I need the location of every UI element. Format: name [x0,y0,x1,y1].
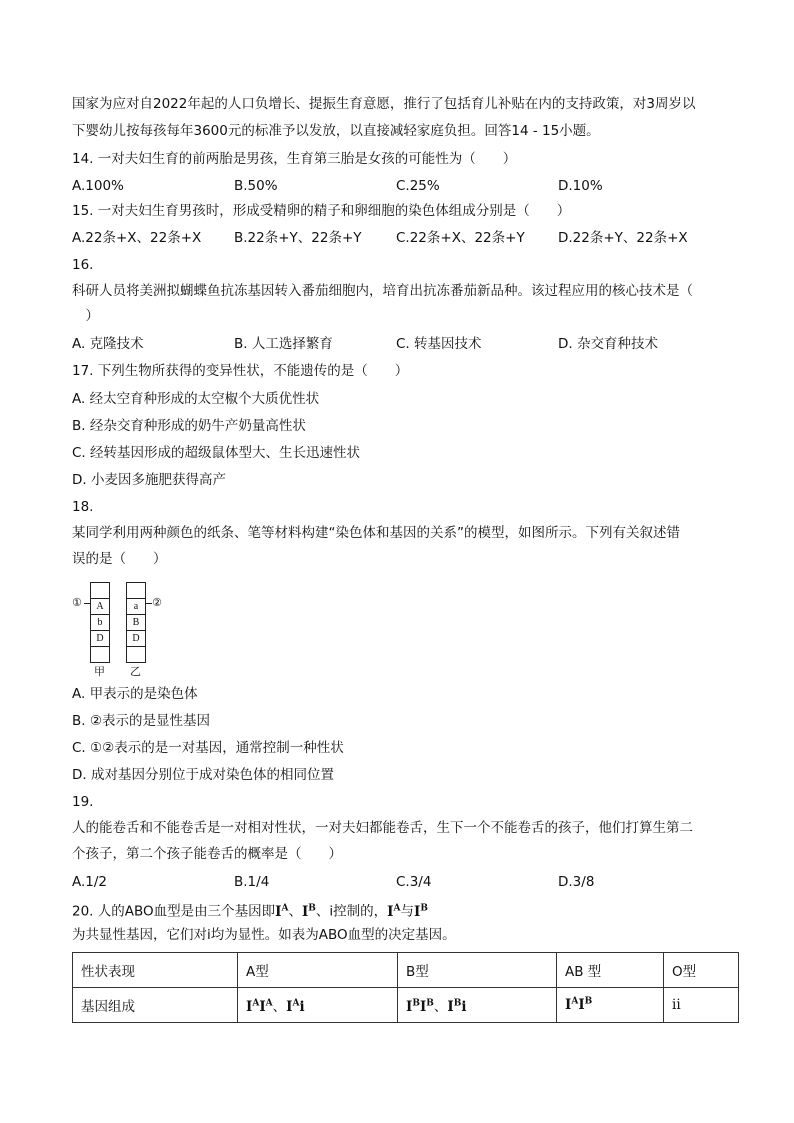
genotype-b: $I^BI^B$、$I^Bi$ [398,988,557,1023]
q19-stem-1: 人的能卷舌和不能卷舌是一对相对性状，一对夫妇都能卷舌，生下一个不能卷舌的孩子，他们打算生第二 [72,820,693,836]
allele-ib2-sup: B [420,903,428,913]
genotype-o: ii [664,988,739,1023]
allele-ib2-i: I [413,903,421,920]
chromosome-gene-diagram [72,578,192,678]
q15-option-c: C.22条+X、22条+Y [396,230,525,246]
label-jia: 甲 [94,665,105,678]
q16-options [72,334,722,354]
q20-stem-2: 为共显性基因，它们对i均为显性。如表为ABO血型的决定基因。 [72,927,456,943]
left-gene-1: A [91,598,109,614]
genotype-a: $I^AI^A$、$I^Ai$ [238,988,398,1023]
left-gene-3: D [91,630,109,646]
left-top-blank [91,583,109,598]
q17-option-d: D. 小麦因多施肥获得高产 [72,472,226,488]
intro-line-1: 国家为应对自2022年起的人口负增长、提振生育意愿，推行了包括育儿补贴在内的支持政策，对3周岁以 [72,96,696,112]
q14-option-b: B.50% [234,178,278,194]
q19-option-b: B.1/4 [234,874,270,890]
q16-option-a: A. 克隆技术 [72,336,144,352]
allele-ia2-sup: A [393,903,401,913]
q19-stem-2: 个孩子，第二个孩子能卷舌的概率是（ ） [72,846,342,862]
allele-ia2-i: I [387,903,394,920]
q18-option-b: B. ②表示的是显性基因 [72,713,210,729]
header-cell: 性状表现 [73,953,238,988]
q19-option-a: A.1/2 [72,874,108,890]
q18-option-d: D. 成对基因分别位于成对染色体的相同位置 [72,767,334,783]
q18-stem-1: 某同学利用两种颜色的纸条、笔等材料构建“染色体和基因的关系”的模型，如图所示。下列有关叙述错 [72,525,680,541]
q16-stem-2: ） [72,308,99,324]
q15-stem: 15. 一对夫妇生育男孩时，形成受精卵的精子和卵细胞的染色体组成分别是（ ） [72,203,571,219]
blood-type-table [72,952,739,1023]
q20-stem-a: 20. 人的ABO血型是由三个基因即 [72,903,276,920]
q16-stem-1: 科研人员将美洲拟蝴蝶鱼抗冻基因转入番茄细胞内，培育出抗冻番茄新品种。该过程应用的核心技术是（ [72,283,693,299]
q19-option-c: C.3/4 [396,874,432,890]
header-cell: AB 型 [557,953,664,988]
table-row [73,988,739,1023]
q18-option-c: C. ①②表示的是一对基因，通常控制一种性状 [72,740,344,756]
chromosome-right [126,582,146,663]
q14-option-c: C.25% [396,178,440,194]
q20-stem-c: 、i控制的， [315,903,388,920]
q16-option-b: B. 人工选择繁育 [234,336,333,352]
header-cell: O型 [664,953,739,988]
intro-line-2: 下婴幼儿按每孩每年3600元的标准予以发放，以直接减轻家庭负担。回答14 - 15小题。 [72,123,600,139]
q14-option-d: D.10% [558,178,603,194]
q20-stem-d: 与 [400,903,414,920]
right-gene-3: D [127,630,145,646]
q19-options [72,872,722,892]
allele-ia-i: I [275,903,282,920]
q16-option-c: C. 转基因技术 [396,336,482,352]
q19-number: 19. [72,794,94,810]
row-label: 基因组成 [73,988,238,1023]
q18-stem-2: 误的是（ ） [72,551,167,567]
left-gene-2: b [91,614,109,630]
q15-option-d: D.22条+Y、22条+X [558,230,688,246]
header-cell: A型 [238,953,398,988]
allele-ia-sup: A [281,903,289,913]
header-cell: B型 [398,953,557,988]
q17-option-b: B. 经杂交育种形成的奶牛产奶量高性状 [72,418,306,434]
q17-stem: 17. 下列生物所获得的变异性状，不能遗传的是（ ） [72,363,409,379]
label-yi: 乙 [130,665,141,678]
q19-option-d: D.3/8 [558,874,595,890]
allele-ib-sup: B [308,903,316,913]
q20-stem-b: 、 [288,903,302,920]
chromosome-left [90,582,110,663]
genotype-ab: $I^AI^B$ [557,988,664,1023]
q15-option-b: B.22条+Y、22条+Y [234,230,362,246]
q15-options [72,228,722,248]
left-bottom-blank [91,646,109,662]
q15-option-a: A.22条+X、22条+X [72,230,202,246]
right-gene-2: B [127,614,145,630]
q16-number: 16. [72,257,94,273]
q16-option-d: D. 杂交育种技术 [558,336,658,352]
q14-option-a: A.100% [72,178,124,194]
allele-ib-i: I [301,903,309,920]
q14-stem: 14. 一对夫妇生育的前两胎是男孩，生育第三胎是女孩的可能性为（ ） [72,151,517,167]
q17-option-c: C. 经转基因形成的超级鼠体型大、生长迅速性状 [72,445,361,461]
q18-option-a: A. 甲表示的是染色体 [72,686,198,702]
right-top-blank [127,583,145,598]
q17-option-a: A. 经太空育种形成的太空椒个大质优性状 [72,391,320,407]
table-header-row [73,953,739,988]
right-bottom-blank [127,646,145,662]
q18-number: 18. [72,499,94,515]
right-gene-1: a [127,598,145,614]
marker-1: ① [72,596,82,609]
q14-options [72,176,722,196]
marker-2: ② [152,596,162,609]
q20-stem-1 [72,898,428,922]
